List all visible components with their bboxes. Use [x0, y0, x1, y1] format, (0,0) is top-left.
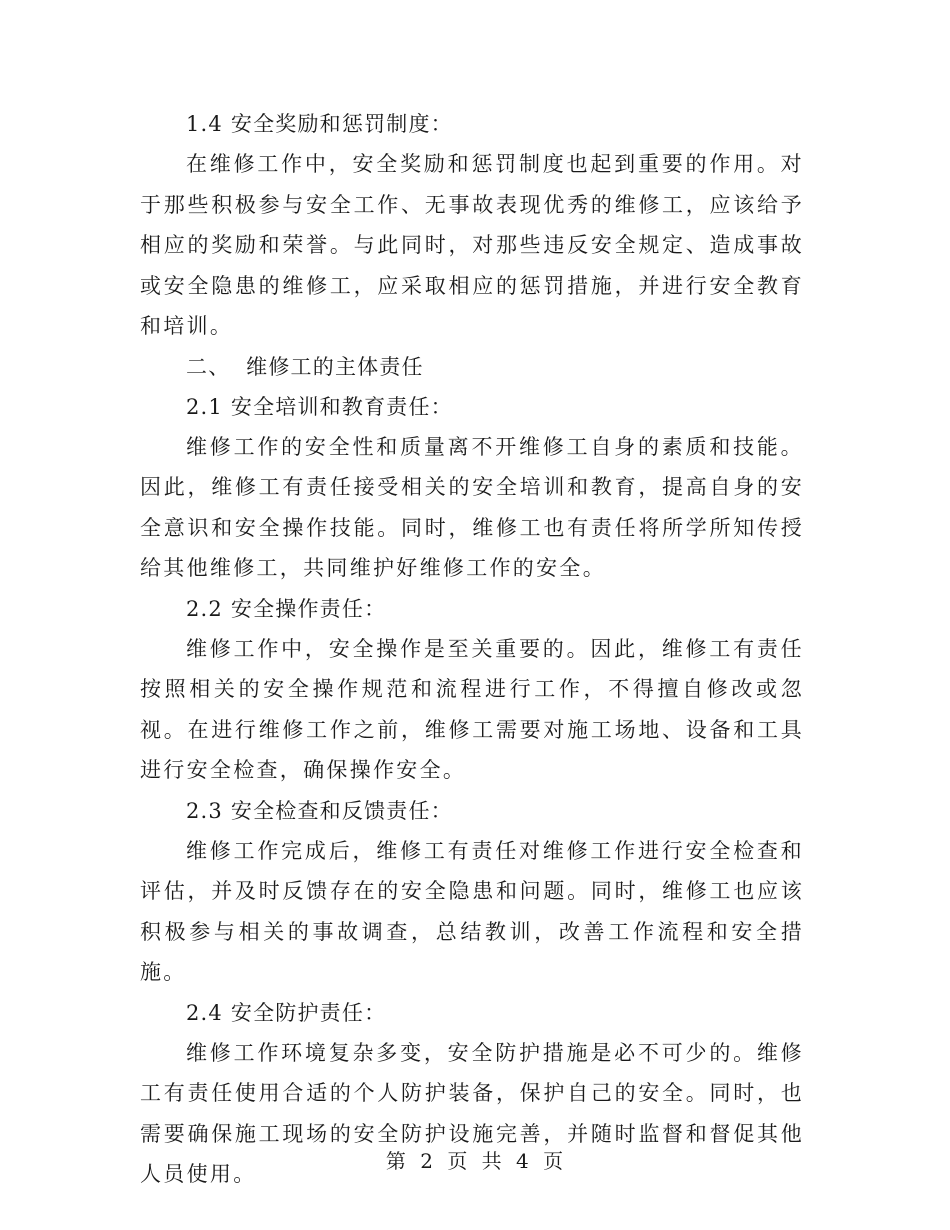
paragraph-safety-protection: 维修工作环境复杂多变，安全防护措施是必不可少的。维修工有责任使用合适的个人防护装备，保护自己的安全。同时，也需要确保施工现场的安全防护设施完善，并随时监督和督促其他人员使用。 [140, 1040, 804, 1186]
paragraph-safe-operation: 维修工作中，安全操作是至关重要的。因此，维修工有责任按照相关的安全操作规范和流程进行工作，不得擅自修改或忽视。在进行维修工作之前，维修工需要对施工场地、设备和工具进行安全检查，确保操作安全。 [140, 636, 804, 782]
document-body [140, 104, 804, 1195]
section-heading-2-4: 2.4 安全防护责任： [186, 1000, 387, 1025]
section-heading-2-1: 2.1 安全培训和教育责任： [186, 394, 453, 419]
chapter-heading-2: 二、 维修工的主体责任 [186, 354, 424, 379]
section-heading-2-3: 2.3 安全检查和反馈责任： [186, 798, 453, 823]
paragraph-rewards-penalties: 在维修工作中，安全奖励和惩罚制度也起到重要的作用。对于那些积极参与安全工作、无事故表现优秀的维修工，应该给予相应的奖励和荣誉。与此同时，对那些违反安全规定、造成事故或安全隐患的维修工，应采取相应的惩罚措施，并进行安全教育和培训。 [140, 152, 804, 338]
section-heading-2-2: 2.2 安全操作责任： [186, 596, 387, 621]
section-heading-1-4: 1.4 安全奖励和惩罚制度： [186, 112, 453, 136]
paragraph-inspection-feedback: 维修工作完成后，维修工有责任对维修工作进行安全检查和评估，并及时反馈存在的安全隐患和问题。同时，维修工也应该积极参与相关的事故调查，总结教训，改善工作流程和安全措施。 [140, 838, 804, 984]
page-number-footer: 第 2 页 共 4 页 [385, 1149, 565, 1173]
paragraph-training-education: 维修工作的安全性和质量离不开维修工自身的素质和技能。因此，维修工有责任接受相关的安全培训和教育，提高自身的安全意识和安全操作技能。同时，维修工也有责任将所学所知传授给其他维修工，共同维护好维修工作的安全。 [140, 434, 804, 580]
